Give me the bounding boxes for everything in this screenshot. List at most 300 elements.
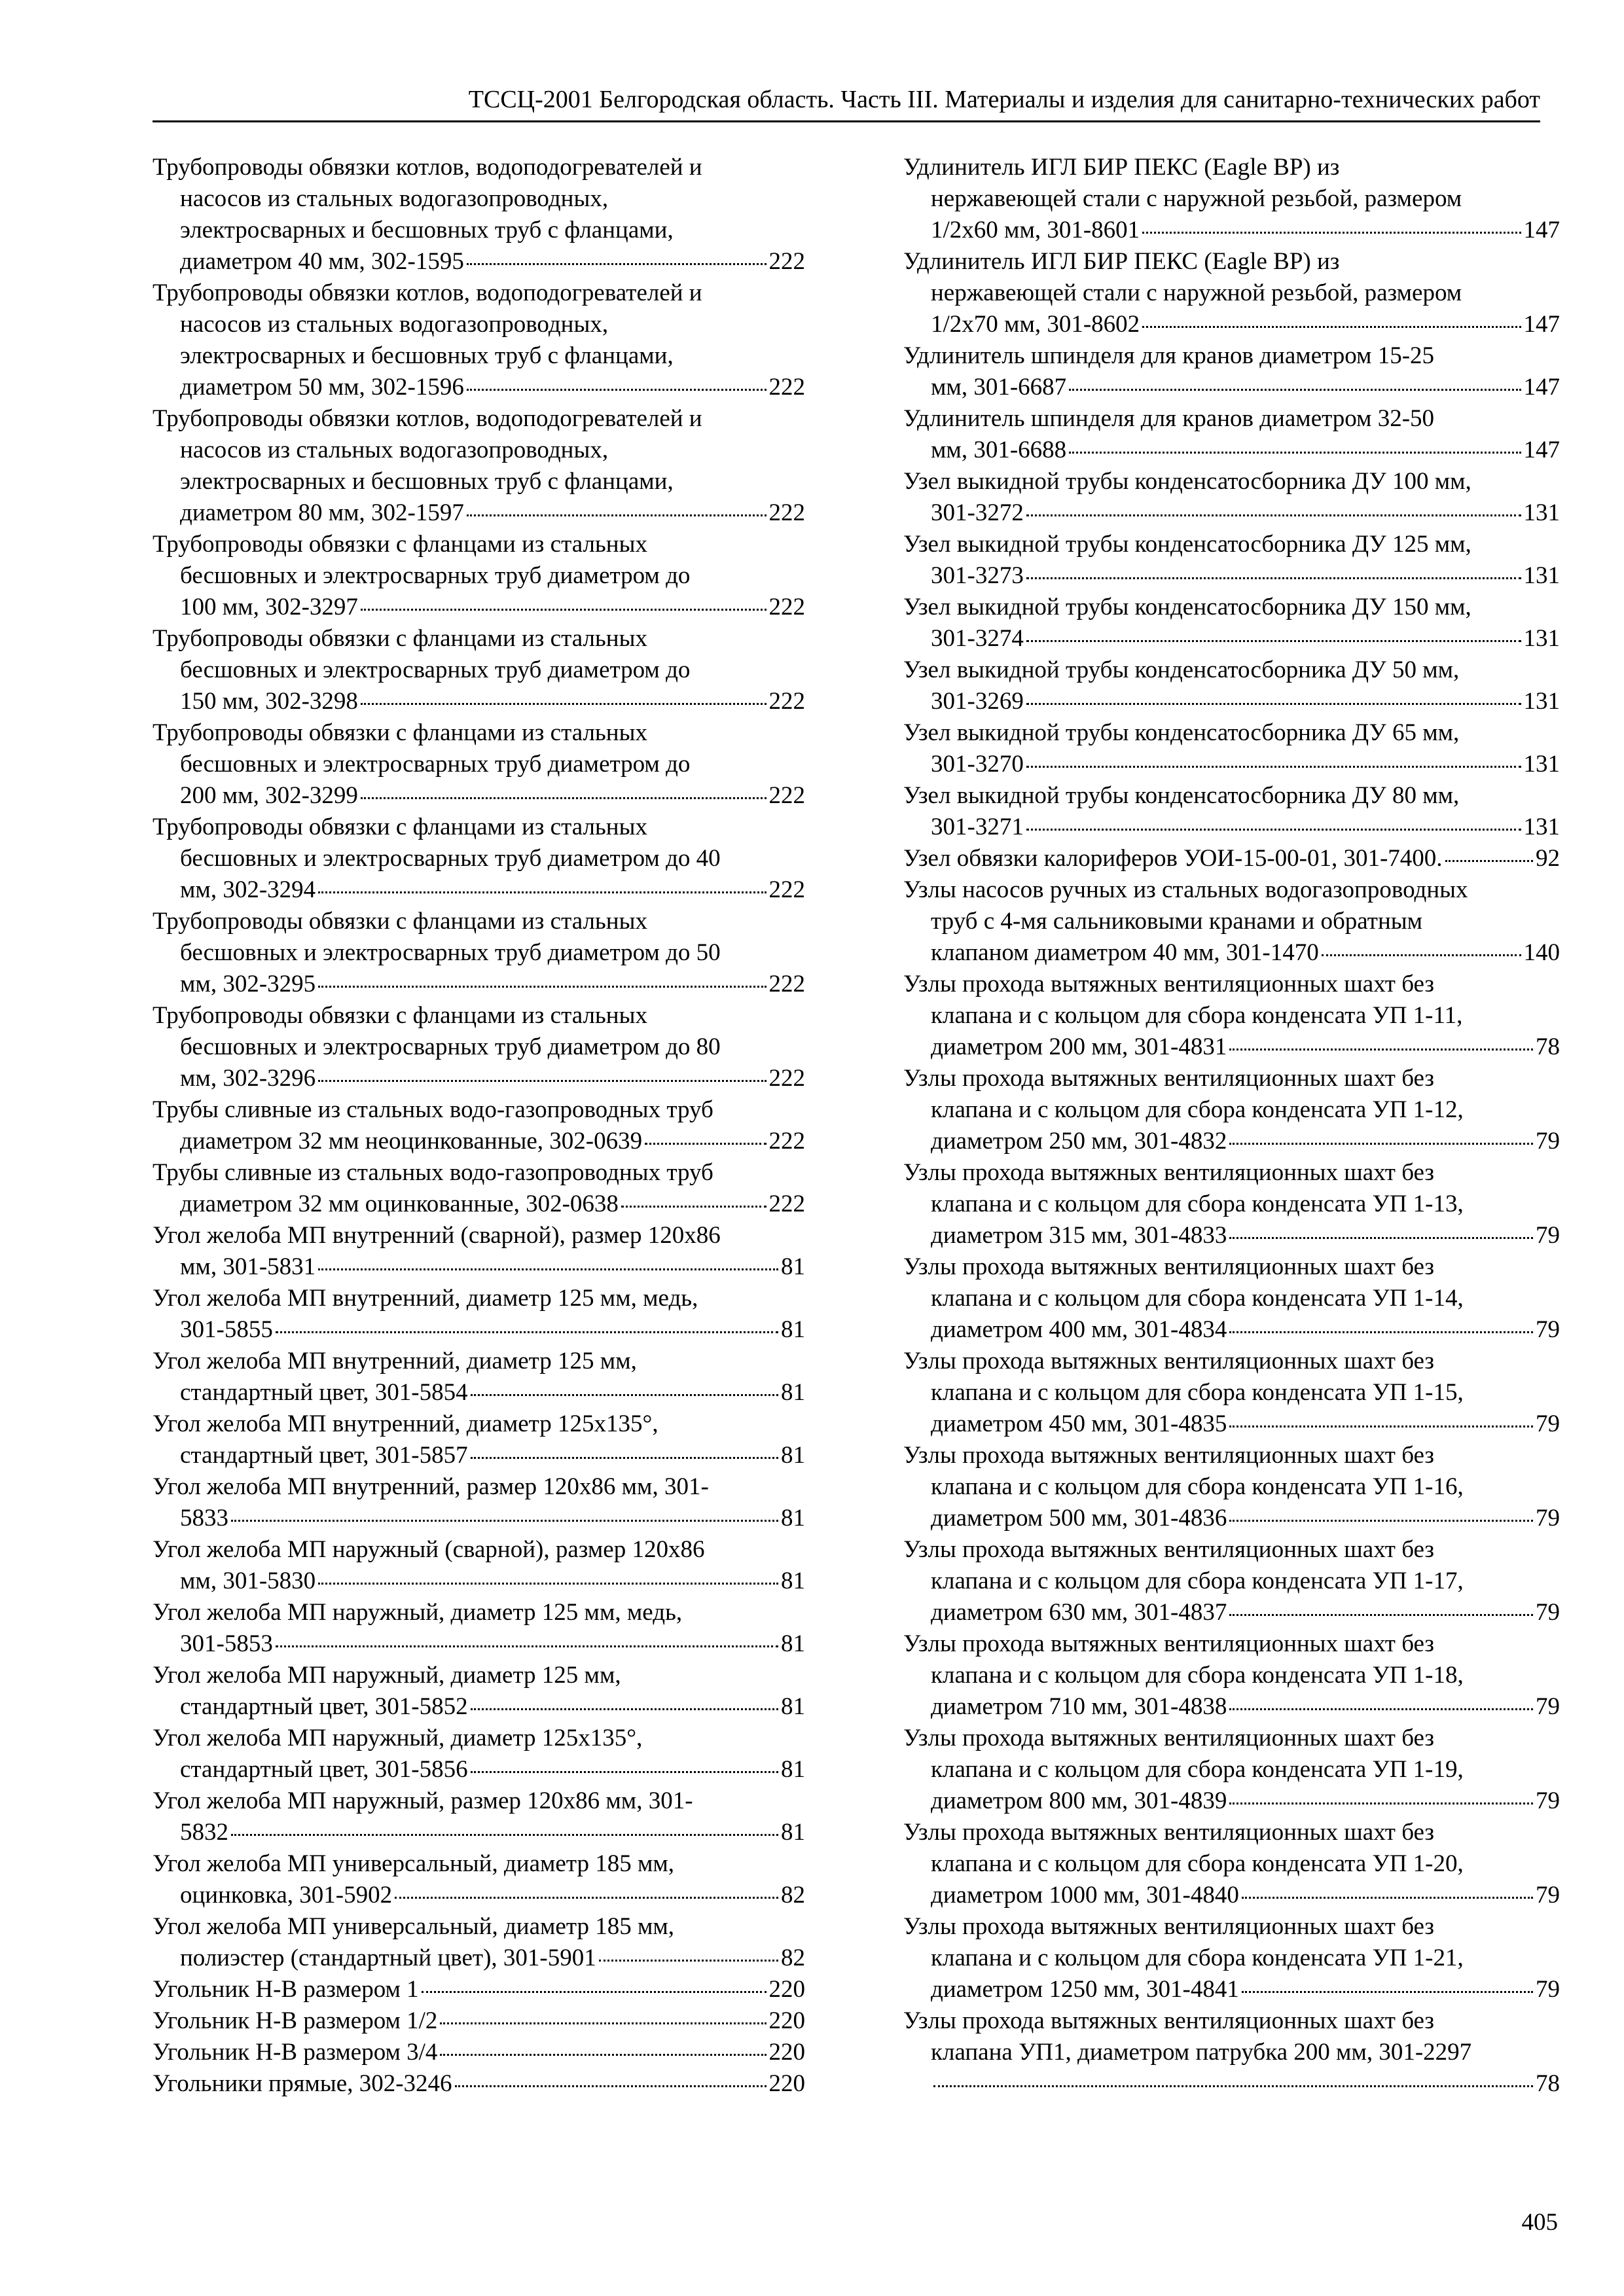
entry-text-line: диаметром 80 мм, 302-1597 — [180, 499, 464, 526]
index-entry — [153, 529, 805, 623]
index-entry — [903, 969, 1560, 1063]
entry-text-line: 301-3271 — [931, 814, 1024, 840]
index-entry — [153, 812, 805, 906]
entry-last-line — [153, 1691, 805, 1723]
index-entry — [153, 1220, 805, 1283]
entry-text-line: Узлы прохода вытяжных вентиляционных шахт без — [903, 1819, 1435, 1846]
dot-leader — [318, 986, 766, 988]
entry-text-line: Угол желоба МП наружный, диаметр 125 мм, медь, — [153, 1599, 683, 1626]
entry-page-number: 81 — [781, 1442, 805, 1469]
entry-text-line: стандартный цвет, 301-5857 — [180, 1442, 468, 1469]
entry-last-line — [903, 435, 1560, 466]
index-entry — [903, 466, 1560, 529]
entry-text-line: клапана и с кольцом для сбора конденсата УП 1-14, — [931, 1285, 1464, 1312]
entry-text-line: диаметром 200 мм, 301-4831 — [931, 1033, 1227, 1060]
entry-text-line: Угол желоба МП внутренний, диаметр 125 мм, — [153, 1348, 637, 1374]
entry-page-number: 79 — [1536, 1882, 1560, 1909]
dot-leader — [361, 609, 767, 611]
entry-last-line — [903, 1408, 1560, 1440]
entry-text-line: Угол желоба МП наружный, диаметр 125х135°, — [153, 1725, 643, 1751]
dot-leader — [361, 703, 767, 705]
entry-last-line — [903, 1597, 1560, 1628]
entry-text-line: клапана и с кольцом для сбора конденсата УП 1-18, — [931, 1662, 1464, 1689]
entry-text-line: Угол желоба МП внутренний (сварной), размер 120х86 — [153, 1222, 721, 1249]
entry-last-line — [903, 560, 1560, 592]
index-entry — [153, 623, 805, 717]
entry-last-line — [153, 497, 805, 529]
entry-text-line: бесшовных и электросварных труб диаметром до 80 — [180, 1033, 721, 1060]
entry-last-line — [903, 1314, 1560, 1346]
entry-text-line: диаметром 450 мм, 301-4835 — [931, 1410, 1227, 1437]
dot-leader — [231, 1834, 778, 1836]
dot-leader — [1229, 1614, 1533, 1616]
entry-page-number: 222 — [768, 688, 805, 715]
index-entry — [903, 655, 1560, 717]
index-entry — [153, 1283, 805, 1346]
index-entry — [903, 1911, 1560, 2005]
entry-text-line: Угол желоба МП наружный (сварной), размер 120х86 — [153, 1536, 705, 1563]
entry-text-line: 1/2х70 мм, 301-8602 — [931, 311, 1140, 338]
entry-text-line: оцинковка, 301-5902 — [180, 1882, 393, 1909]
entry-text-line: Узел выкидной трубы конденсатосборника ДУ 65 мм, — [903, 719, 1460, 746]
dot-leader — [621, 1206, 767, 1208]
dot-leader — [471, 1457, 778, 1459]
index-entry — [153, 1597, 805, 1660]
index-column-right — [903, 152, 1560, 2100]
dot-leader — [1026, 640, 1521, 642]
entry-text-line: Узлы прохода вытяжных вентиляционных шахт без — [903, 1159, 1435, 1186]
dot-leader — [471, 1394, 778, 1396]
dot-leader — [1142, 232, 1521, 234]
entry-last-line — [903, 215, 1560, 246]
entry-text-line: Трубы сливные из стальных водо-газопроводных труб — [153, 1159, 713, 1186]
entry-text-line: диаметром 32 мм оцинкованные, 302-0638 — [180, 1191, 619, 1217]
entry-last-line — [903, 1031, 1560, 1063]
entry-last-line — [903, 372, 1560, 403]
entry-text-line: Трубопроводы обвязки с фланцами из стальных — [153, 719, 647, 746]
entry-last-line — [153, 686, 805, 717]
entry-page-number: 147 — [1523, 437, 1560, 463]
entry-last-line — [153, 1314, 805, 1346]
entry-page-number: 81 — [781, 1505, 805, 1532]
entry-last-line — [153, 1377, 805, 1408]
entry-page-number: 222 — [768, 1191, 805, 1217]
entry-last-line — [903, 843, 1560, 874]
entry-text-line: Трубопроводы обвязки с фланцами из стальных — [153, 814, 647, 840]
dot-leader — [1069, 452, 1521, 454]
index-entry — [903, 717, 1560, 780]
dot-leader — [1026, 703, 1521, 705]
entry-page-number: 82 — [781, 1882, 805, 1909]
entry-page-number: 222 — [768, 782, 805, 809]
index-entry — [903, 529, 1560, 592]
index-entry — [153, 1723, 805, 1785]
entry-last-line — [903, 812, 1560, 843]
index-entry — [903, 1534, 1560, 1628]
dot-leader — [455, 2085, 767, 2087]
entry-text-line: Угол желоба МП универсальный, диаметр 185 мм, — [153, 1913, 675, 1940]
entry-text-line: диаметром 1000 мм, 301-4840 — [931, 1882, 1239, 1909]
dot-leader — [645, 1143, 766, 1145]
entry-text-line: насосов из стальных водогазопроводных, — [180, 185, 609, 212]
index-column-left — [153, 152, 805, 2100]
entry-page-number: 81 — [781, 1253, 805, 1280]
index-entry — [153, 152, 805, 278]
index-entry — [903, 2005, 1560, 2100]
entry-text-line: Узлы прохода вытяжных вентиляционных шахт без — [903, 1913, 1435, 1940]
entry-text-line: Узел выкидной трубы конденсатосборника ДУ 100 мм, — [903, 468, 1471, 495]
entry-text-line: Трубопроводы обвязки котлов, водоподогревателей и — [153, 405, 702, 432]
entry-page-number: 222 — [768, 499, 805, 526]
entry-text-line: Узел выкидной трубы конденсатосборника ДУ 50 мм, — [903, 656, 1460, 683]
entry-text-line: Угол желоба МП внутренний, диаметр 125 мм, медь, — [153, 1285, 698, 1312]
dot-leader — [318, 1080, 766, 1082]
entry-last-line — [903, 1691, 1560, 1723]
entry-last-line — [153, 2037, 805, 2068]
entry-text-line: Узел выкидной трубы конденсатосборника ДУ 80 мм, — [903, 782, 1460, 809]
dot-leader — [1229, 1708, 1533, 1710]
entry-last-line — [153, 1943, 805, 1974]
entry-page-number: 131 — [1523, 562, 1560, 589]
index-entry — [153, 1346, 805, 1408]
dot-leader — [467, 263, 767, 265]
entry-page-number: 81 — [781, 1756, 805, 1783]
entry-text-line: электросварных и бесшовных труб с фланцами, — [180, 217, 674, 243]
entry-page-number: 147 — [1523, 217, 1560, 243]
entry-text-line: Удлинитель ИГЛ БИР ПЕКС (Eagle BP) из — [903, 154, 1340, 181]
entry-text-line: бесшовных и электросварных труб диаметром до — [180, 751, 691, 778]
entry-text-line: мм, 301-5830 — [180, 1568, 316, 1594]
entry-text-line: 301-3274 — [931, 625, 1024, 652]
entry-text-line: бесшовных и электросварных труб диаметром до 50 — [180, 939, 721, 966]
entry-last-line — [153, 372, 805, 403]
entry-last-line — [903, 1503, 1560, 1534]
dot-leader — [1229, 1426, 1533, 1427]
entry-page-number: 222 — [768, 594, 805, 620]
dot-leader — [1026, 514, 1521, 516]
index-entry — [903, 246, 1560, 340]
index-entry — [903, 1251, 1560, 1346]
dot-leader — [276, 1331, 778, 1333]
entry-page-number: 220 — [768, 2070, 805, 2097]
header-title: ТССЦ-2001 Белгородская область. Часть III. Материалы и изделия для санитарно-технических работ — [468, 86, 1540, 113]
dot-leader — [1142, 326, 1521, 328]
entry-page-number: 147 — [1523, 311, 1560, 338]
entry-text-line: 301-3270 — [931, 751, 1024, 778]
entry-text-line: клапана и с кольцом для сбора конденсата УП 1-12, — [931, 1096, 1464, 1123]
entry-last-line — [153, 592, 805, 623]
entry-text-line: 150 мм, 302-3298 — [180, 688, 358, 715]
entry-text-line: диаметром 250 мм, 301-4832 — [931, 1128, 1227, 1155]
entry-page-number: 81 — [781, 1316, 805, 1343]
entry-text-line: Узлы прохода вытяжных вентиляционных шахт без — [903, 1348, 1435, 1374]
entry-last-line — [153, 1628, 805, 1660]
index-entry — [903, 1723, 1560, 1817]
entry-text-line: стандартный цвет, 301-5854 — [180, 1379, 468, 1406]
index-entry — [153, 717, 805, 812]
index-entry — [153, 1974, 805, 2005]
entry-text-line: клапана и с кольцом для сбора конденсата УП 1-21, — [931, 1945, 1464, 1971]
index-entry — [903, 874, 1560, 969]
entry-text-line: Узел выкидной трубы конденсатосборника ДУ 150 мм, — [903, 594, 1471, 620]
dot-leader — [1026, 829, 1521, 831]
entry-text-line: нержавеющей стали с наружной резьбой, размером — [931, 185, 1462, 212]
index-entry — [153, 2068, 805, 2100]
entry-text-line: насосов из стальных водогазопроводных, — [180, 311, 609, 338]
entry-page-number: 79 — [1536, 1128, 1560, 1155]
entry-last-line — [153, 1754, 805, 1785]
entry-text-line: диаметром 32 мм неоцинкованные, 302-0639 — [180, 1128, 643, 1155]
entry-text-line: диаметром 315 мм, 301-4833 — [931, 1222, 1227, 1249]
entry-last-line — [153, 1063, 805, 1094]
entry-page-number: 220 — [768, 2007, 805, 2034]
entry-last-line — [903, 1785, 1560, 1817]
entry-text-line: Узлы прохода вытяжных вентиляционных шахт без — [903, 1725, 1435, 1751]
entry-last-line — [153, 1880, 805, 1911]
entry-text-line: Угол желоба МП внутренний, диаметр 125х135°, — [153, 1410, 659, 1437]
entry-page-number: 79 — [1536, 1599, 1560, 1626]
entry-page-number: 81 — [781, 1379, 805, 1406]
entry-text-line: бесшовных и электросварных труб диаметром до 40 — [180, 845, 721, 872]
entry-page-number: 220 — [768, 2039, 805, 2066]
entry-page-number: 81 — [781, 1693, 805, 1720]
entry-page-number: 222 — [768, 1065, 805, 1092]
entry-text-line: Угол желоба МП внутренний, размер 120х86 мм, 301- — [153, 1473, 709, 1500]
entry-text-line: Угол желоба МП наружный, диаметр 125 мм, — [153, 1662, 621, 1689]
index-entry — [153, 906, 805, 1000]
dot-leader — [467, 514, 767, 516]
entry-page-number: 131 — [1523, 625, 1560, 652]
entry-last-line — [153, 1503, 805, 1534]
entry-page-number: 222 — [768, 876, 805, 903]
entry-text-line: Угольник Н-В размером 3/4 — [153, 2039, 438, 2066]
index-entry — [153, 1157, 805, 1220]
entry-page-number: 147 — [1523, 374, 1560, 401]
entry-page-number: 79 — [1536, 1976, 1560, 2003]
index-entry — [153, 1534, 805, 1597]
entry-text-line: Трубопроводы обвязки с фланцами из стальных — [153, 908, 647, 935]
dot-leader — [1229, 1049, 1533, 1050]
entry-last-line — [153, 1126, 805, 1157]
index-entry — [153, 1660, 805, 1723]
index-entry — [153, 1408, 805, 1471]
entry-last-line — [153, 969, 805, 1000]
index-entry — [153, 2005, 805, 2037]
entry-text-line: Удлинитель ИГЛ БИР ПЕКС (Eagle BP) из — [903, 248, 1340, 275]
entry-text-line: 301-3272 — [931, 499, 1024, 526]
entry-last-line — [153, 2005, 805, 2037]
entry-last-line — [153, 780, 805, 812]
entry-text-line: Трубопроводы обвязки котлов, водоподогревателей и — [153, 279, 702, 306]
entry-text-line: насосов из стальных водогазопроводных, — [180, 437, 609, 463]
entry-text-line: 100 мм, 302-3297 — [180, 594, 358, 620]
dot-leader — [422, 1991, 767, 1993]
entry-text-line: Трубопроводы обвязки с фланцами из стальных — [153, 531, 647, 558]
entry-text-line: Узлы насосов ручных из стальных водогазопроводных — [903, 876, 1468, 903]
entry-last-line — [153, 1251, 805, 1283]
entry-last-line — [153, 874, 805, 906]
entry-text-line: Узлы прохода вытяжных вентиляционных шахт без — [903, 1630, 1435, 1657]
entry-last-line — [153, 246, 805, 278]
entry-text-line: клапана и с кольцом для сбора конденсата УП 1-16, — [931, 1473, 1464, 1500]
index-entry — [153, 1094, 805, 1157]
entry-text-line: клапаном диаметром 40 мм, 301-1470 — [931, 939, 1319, 966]
entry-last-line — [903, 2068, 1560, 2100]
entry-text-line: нержавеющей стали с наружной резьбой, размером — [931, 279, 1462, 306]
entry-last-line — [903, 309, 1560, 340]
entry-last-line — [153, 1440, 805, 1471]
entry-text-line: Узел выкидной трубы конденсатосборника ДУ 125 мм, — [903, 531, 1471, 558]
entry-text-line: мм, 302-3294 — [180, 876, 316, 903]
dot-leader — [1229, 1520, 1533, 1522]
entry-text-line: стандартный цвет, 301-5856 — [180, 1756, 468, 1783]
dot-leader — [1242, 1897, 1533, 1899]
entry-text-line: Узлы прохода вытяжных вентиляционных шахт без — [903, 1536, 1435, 1563]
entry-text-line: Угольник Н-В размером 1 — [153, 1976, 419, 2003]
dot-leader — [1445, 860, 1533, 862]
entry-text-line: Угольники прямые, 302-3246 — [153, 2070, 452, 2097]
entry-text-line: 301-5853 — [180, 1630, 273, 1657]
dot-leader — [933, 2085, 1533, 2087]
running-header — [153, 84, 1540, 122]
entry-text-line: диаметром 50 мм, 302-1596 — [180, 374, 464, 401]
index-entry — [153, 1848, 805, 1911]
entry-text-line: диаметром 400 мм, 301-4834 — [931, 1316, 1227, 1343]
dot-leader — [1229, 1143, 1533, 1145]
entry-page-number: 79 — [1536, 1787, 1560, 1814]
entry-text-line: Трубопроводы обвязки котлов, водоподогревателей и — [153, 154, 702, 181]
entry-text-line: Узел обвязки калориферов УОИ-15-00-01, 301-7400. — [903, 845, 1443, 872]
entry-text-line: Трубопроводы обвязки с фланцами из стальных — [153, 625, 647, 652]
index-entry — [903, 403, 1560, 466]
entry-last-line — [903, 1126, 1560, 1157]
entry-text-line: 200 мм, 302-3299 — [180, 782, 358, 809]
entry-page-number: 131 — [1523, 751, 1560, 778]
index-entry — [153, 1785, 805, 1848]
index-entry — [153, 2037, 805, 2068]
index-entry — [903, 843, 1560, 874]
dot-leader — [318, 1268, 778, 1270]
index-entry — [903, 1063, 1560, 1157]
entry-page-number: 82 — [781, 1945, 805, 1971]
dot-leader — [1026, 577, 1521, 579]
index-entry — [903, 152, 1560, 246]
entry-page-number: 78 — [1536, 2070, 1560, 2097]
entry-text-line: Угол желоба МП универсальный, диаметр 185 мм, — [153, 1850, 675, 1877]
entry-text-line: диаметром 630 мм, 301-4837 — [931, 1599, 1227, 1626]
index-entry — [903, 340, 1560, 403]
entry-last-line — [153, 1566, 805, 1597]
entry-text-line: диаметром 710 мм, 301-4838 — [931, 1693, 1227, 1720]
entry-page-number: 222 — [768, 248, 805, 275]
entry-text-line: мм, 301-5831 — [180, 1253, 316, 1280]
index-entry — [903, 1157, 1560, 1251]
entry-last-line — [903, 623, 1560, 655]
index-entry — [153, 1471, 805, 1534]
entry-page-number: 131 — [1523, 499, 1560, 526]
entry-page-number: 81 — [781, 1630, 805, 1657]
entry-text-line: полиэстер (стандартный цвет), 301-5901 — [180, 1945, 596, 1971]
entry-page-number: 81 — [781, 1568, 805, 1594]
entry-page-number: 220 — [768, 1976, 805, 2003]
entry-last-line — [153, 1189, 805, 1220]
entry-page-number: 78 — [1536, 1033, 1560, 1060]
dot-leader — [1322, 954, 1521, 956]
entry-text-line: Трубы сливные из стальных водо-газопроводных труб — [153, 1096, 713, 1123]
dot-leader — [1229, 1237, 1533, 1239]
entry-page-number: 92 — [1536, 845, 1560, 872]
entry-text-line: 301-3273 — [931, 562, 1024, 589]
entry-text-line: диаметром 40 мм, 302-1595 — [180, 248, 464, 275]
entry-text-line: 301-3269 — [931, 688, 1024, 715]
entry-text-line: диаметром 500 мм, 301-4836 — [931, 1505, 1227, 1532]
entry-last-line — [903, 497, 1560, 529]
dot-leader — [467, 389, 767, 391]
entry-text-line: клапана и с кольцом для сбора конденсата УП 1-15, — [931, 1379, 1464, 1406]
entry-last-line — [903, 1220, 1560, 1251]
entry-last-line — [153, 1817, 805, 1848]
entry-last-line — [903, 1974, 1560, 2005]
dot-leader — [318, 891, 766, 893]
dot-leader — [471, 1708, 778, 1710]
index-entry — [153, 278, 805, 403]
entry-text-line: клапана и с кольцом для сбора конденсата УП 1-17, — [931, 1568, 1464, 1594]
dot-leader — [231, 1520, 778, 1522]
entry-page-number: 79 — [1536, 1505, 1560, 1532]
entry-page-number: 79 — [1536, 1316, 1560, 1343]
entry-text-line: клапана и с кольцом для сбора конденсата УП 1-20, — [931, 1850, 1464, 1877]
entry-text-line: бесшовных и электросварных труб диаметром до — [180, 562, 691, 589]
entry-text-line: бесшовных и электросварных труб диаметром до — [180, 656, 691, 683]
dot-leader — [1229, 1803, 1533, 1804]
dot-leader — [276, 1645, 778, 1647]
dot-leader — [318, 1583, 778, 1585]
entry-page-number: 79 — [1536, 1693, 1560, 1720]
dot-leader — [440, 2054, 766, 2056]
entry-text-line: 5833 — [180, 1505, 228, 1532]
entry-page-number: 140 — [1523, 939, 1560, 966]
entry-page-number: 131 — [1523, 688, 1560, 715]
entry-text-line: 1/2х60 мм, 301-8601 — [931, 217, 1140, 243]
entry-text-line: Узлы прохода вытяжных вентиляционных шахт без — [903, 1442, 1435, 1469]
index-entry — [153, 1000, 805, 1094]
entry-text-line: Узлы прохода вытяжных вентиляционных шахт без — [903, 2007, 1435, 2034]
index-entry — [903, 1628, 1560, 1723]
entry-text-line: стандартный цвет, 301-5852 — [180, 1693, 468, 1720]
entry-text-line: клапана и с кольцом для сбора конденсата УП 1-13, — [931, 1191, 1464, 1217]
entry-text-line: Удлинитель шпинделя для кранов диаметром 32-50 — [903, 405, 1435, 432]
entry-text-line: 5832 — [180, 1819, 228, 1846]
entry-text-line: Удлинитель шпинделя для кранов диаметром 15-25 — [903, 342, 1435, 369]
entry-text-line: Узлы прохода вытяжных вентиляционных шахт без — [903, 971, 1435, 997]
entry-text-line: труб с 4-мя сальниковыми кранами и обратным — [931, 908, 1423, 935]
entry-last-line — [153, 1974, 805, 2005]
entry-page-number: 222 — [768, 374, 805, 401]
entry-text-line: 301-5855 — [180, 1316, 273, 1343]
entry-text-line: электросварных и бесшовных труб с фланцами, — [180, 342, 674, 369]
entry-text-line: мм, 302-3296 — [180, 1065, 316, 1092]
entry-text-line: мм, 302-3295 — [180, 971, 316, 997]
entry-page-number: 131 — [1523, 814, 1560, 840]
entry-page-number: 81 — [781, 1819, 805, 1846]
entry-text-line: Угол желоба МП наружный, размер 120х86 мм, 301- — [153, 1787, 693, 1814]
dot-leader — [395, 1897, 778, 1899]
entry-text-line: Угольник Н-В размером 1/2 — [153, 2007, 438, 2034]
dot-leader — [1229, 1331, 1533, 1333]
index-entry — [903, 1440, 1560, 1534]
entry-text-line: мм, 301-6687 — [931, 374, 1067, 401]
entry-page-number: 79 — [1536, 1410, 1560, 1437]
